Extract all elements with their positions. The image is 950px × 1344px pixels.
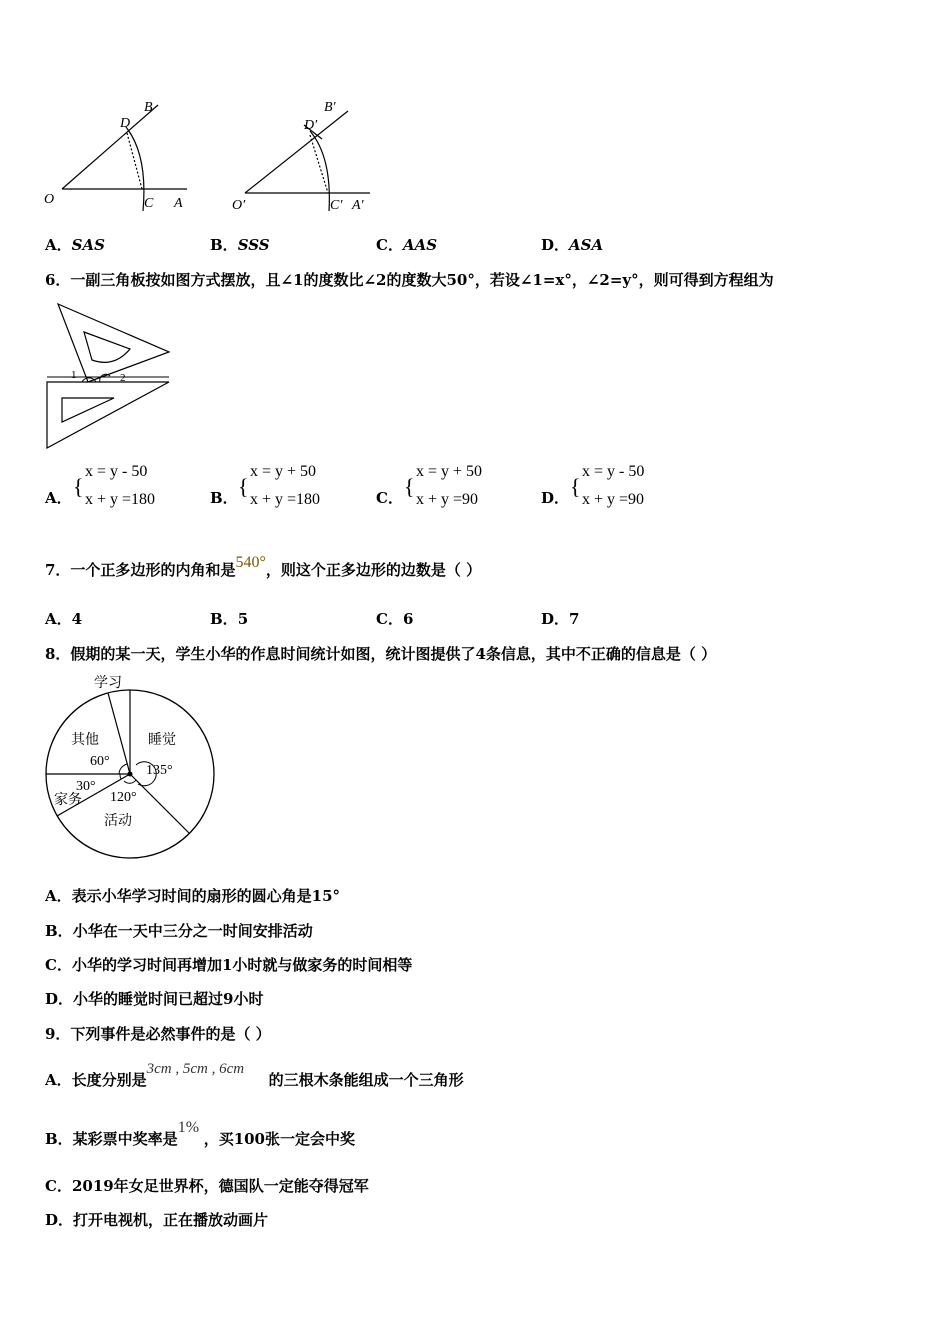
q9-option-c[interactable]: C．2019年女足世界杯，德国队一定能夺得冠军: [45, 1177, 369, 1195]
label-a-prime: A′: [352, 198, 364, 213]
angle-1-label: 1: [71, 369, 77, 381]
q6-option-b-eq2: x + y =180: [250, 491, 321, 508]
q6-option-a-brace: {: [73, 474, 84, 499]
sector-sleep-angle: 135°: [146, 763, 173, 778]
q7-angle-value: 540°: [235, 554, 266, 571]
sector-house-label: 家务: [54, 792, 82, 808]
q6-option-a-letter[interactable]: A．: [45, 489, 72, 507]
sector-activity-label: 活动: [104, 813, 132, 829]
q6-option-a-eq2: x + y =180: [85, 491, 156, 508]
label-b-prime: B′: [324, 100, 336, 115]
q9-a-lengths: 3cm , 5cm , 6cm: [146, 1061, 245, 1077]
q6-option-c-brace: {: [404, 474, 415, 499]
q6-stem: 6．一副三角板按如图方式摆放，且∠1的度数比∠2的度数大50°，若设∠1=x°，∠2=y°，则可得到方程组为: [45, 271, 774, 289]
q7-option-c[interactable]: C．6: [376, 610, 414, 628]
q9-b-rate: 1%: [177, 1119, 200, 1136]
q5-figure-2: [230, 95, 380, 215]
q6-option-b-letter[interactable]: B．: [210, 489, 238, 507]
sector-other-angle: 60°: [90, 754, 110, 769]
q6-option-b-eq1: x = y + 50: [250, 463, 317, 480]
q6-option-b-brace: {: [238, 474, 249, 499]
q9-option-d[interactable]: D．打开电视机，正在播放动画片: [45, 1211, 269, 1229]
label-o: O: [44, 192, 55, 207]
q6-option-a-eq1: x = y - 50: [85, 463, 148, 480]
q5-option-d[interactable]: D．ASA: [541, 236, 604, 254]
q6-option-d-eq1: x = y - 50: [582, 463, 645, 480]
q9-stem: 9．下列事件是必然事件的是（ ）: [45, 1025, 271, 1043]
q6-option-c-eq2: x + y =90: [416, 491, 479, 508]
q7-option-d[interactable]: D．7: [541, 610, 580, 628]
lower-cutout: [62, 398, 114, 422]
q5-option-b[interactable]: B．SSS: [210, 236, 270, 254]
q8-stem: 8．假期的某一天，学生小华的作息时间统计如图，统计图提供了4条信息，其中不正确的信息是（ ）: [45, 645, 717, 663]
lower-triangle: [47, 382, 169, 448]
sector-sleep-label: 睡觉: [148, 732, 176, 748]
pie-divider-study: [108, 693, 130, 774]
sector-activity-angle: 120°: [110, 790, 137, 805]
label-b: B: [144, 100, 153, 115]
q8-option-c[interactable]: C．小华的学习时间再增加1小时就与做家务的时间相等: [45, 956, 413, 974]
q7-option-b[interactable]: B．5: [210, 610, 249, 628]
sector-other-label: 其他: [71, 732, 99, 748]
q9-option-a[interactable]: A．长度分别是3cm , 5cm , 6cm的三根木条能组成一个三角形: [45, 1061, 464, 1089]
q5-option-a[interactable]: A．SAS: [45, 236, 105, 254]
q5-option-c[interactable]: C．AAS: [376, 236, 438, 254]
q6-option-c-eq1: x = y + 50: [416, 463, 483, 480]
q6-option-c-letter[interactable]: C．: [376, 489, 403, 507]
q8-pie-chart: [38, 670, 223, 860]
q8-option-a[interactable]: A．表示小华学习时间的扇形的圆心角是15°: [45, 887, 341, 905]
q6-option-d-letter[interactable]: D．: [541, 489, 570, 507]
q7-option-a[interactable]: A．4: [45, 610, 83, 628]
label-c-prime: C′: [330, 198, 343, 213]
q5-figure-1: [40, 95, 200, 215]
q6-triangle-figure: [44, 302, 174, 452]
upper-cutout: [84, 332, 130, 362]
arc: [126, 127, 144, 211]
label-c: C: [144, 196, 154, 211]
sector-study-label: 学习: [94, 675, 122, 691]
ray-ob-prime: [245, 111, 348, 193]
q8-option-d[interactable]: D．小华的睡觉时间已超过9小时: [45, 990, 264, 1008]
q6-option-d-eq2: x + y =90: [582, 491, 645, 508]
label-o-prime: O′: [232, 198, 246, 213]
sector-house-angle: 30°: [76, 779, 96, 794]
q8-option-b[interactable]: B．小华在一天中三分之一时间安排活动: [45, 922, 313, 940]
label-d-prime: D′: [304, 118, 318, 133]
label-d: D: [120, 116, 131, 131]
q6-option-d-brace: {: [570, 474, 581, 499]
angle-2-label: 2: [120, 372, 126, 384]
pie-divider-activity: [130, 774, 189, 833]
q7-stem: 7．一个正多边形的内角和是540°，则这个正多边形的边数是（ ）: [45, 554, 482, 579]
q9-option-b[interactable]: B．某彩票中奖率是1%，买100张一定会中奖: [45, 1119, 355, 1148]
label-a: A: [174, 196, 183, 211]
